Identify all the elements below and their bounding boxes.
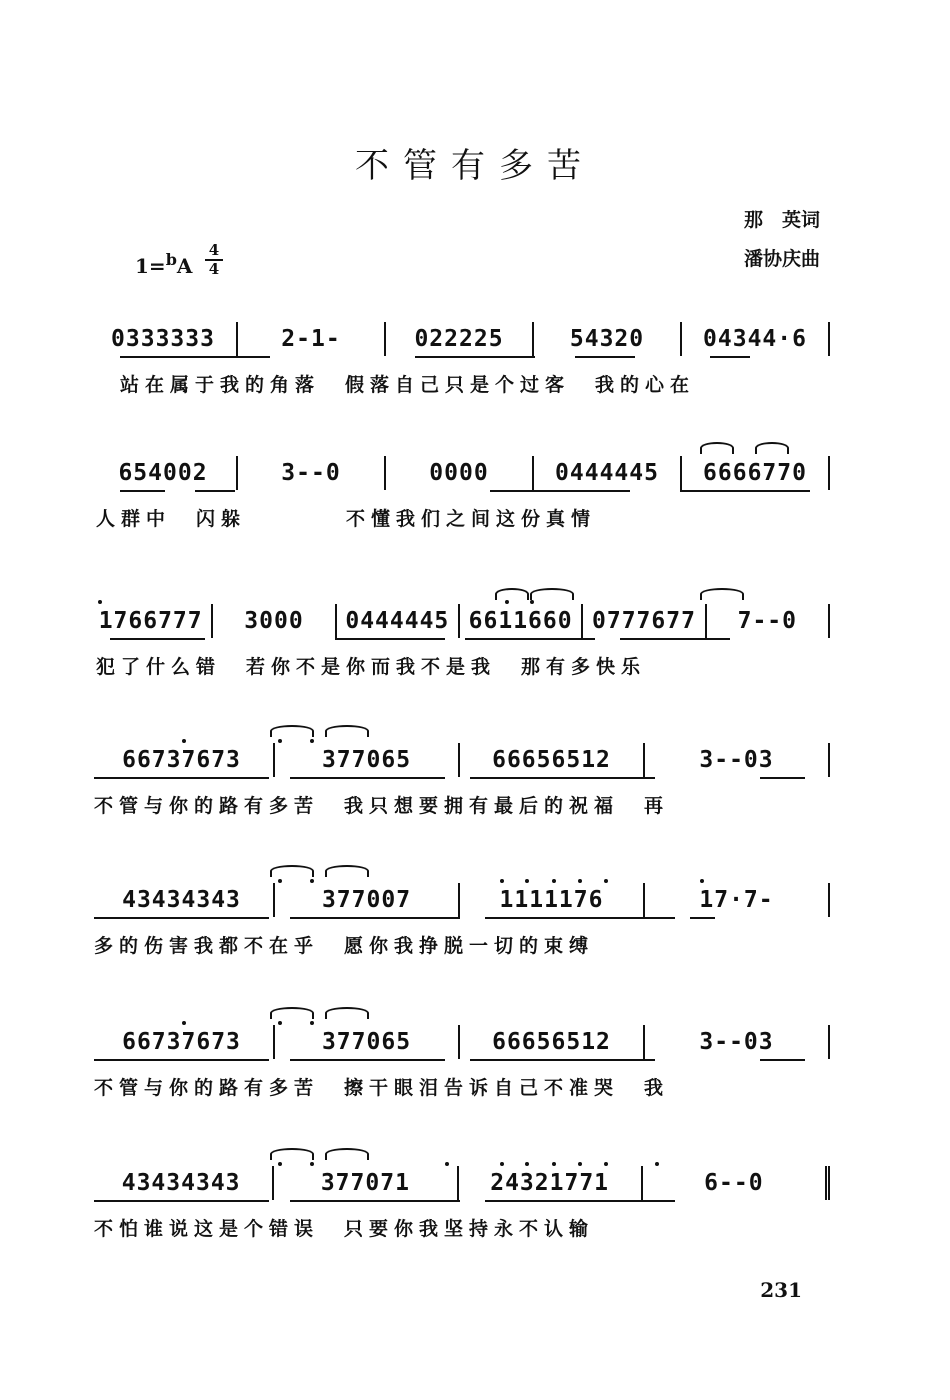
measure: 7--0 [707,604,830,638]
lyrics-line: 不管与你的路有多苦 我只想要拥有最后的祝福 再 [94,795,670,817]
measure: 66737673 [90,743,275,777]
measure: 0000 [386,456,534,490]
flat-symbol: b [165,250,177,269]
composer-credit: 潘协庆曲 [743,248,820,270]
lyrics-line: 多的伤害我都不在乎 愿你我挣脱一切的束缚 [94,935,595,957]
measure: 3--03 [645,743,830,777]
notation-system-6 [90,1025,830,1100]
lyrics-line: 站在属于我的角落 假落自己只是个过客 我的心在 [120,374,696,396]
notation-system-2 [90,456,830,531]
lyrics-line: 人群中 闪躲 不懂我们之间这份真情 [96,508,597,530]
measure: 0777677 [583,604,706,638]
measure: 377007 [275,883,460,917]
measure: 24321771 [459,1166,643,1200]
measure: 654002 [90,456,238,490]
key-signature [135,250,192,278]
notation-system-1 [90,322,830,397]
lyrics-line: 不怕谁说这是个错误 只要你我坚持永不认输 [94,1218,595,1240]
measure: 66656512 [460,1025,645,1059]
key-prefix: 1= [135,254,166,278]
page-number: 231 [760,1278,802,1302]
measure: 66737673 [90,1025,275,1059]
notation-system-5 [90,883,830,958]
measure: 377071 [274,1166,458,1200]
measure: 6666770 [682,456,830,490]
song-title: 不管有多苦 [355,146,595,186]
measure: 377065 [275,1025,460,1059]
measure: 43434343 [90,1166,274,1200]
measure: 6--0 [643,1166,830,1200]
lyricist-credit: 那 英词 [743,209,820,231]
notation-system-7 [90,1166,830,1241]
measure: 022225 [386,322,534,356]
notation-system-3 [90,604,830,679]
measure: 3000 [213,604,336,638]
measure: 66656512 [460,743,645,777]
key-note: A [176,254,193,278]
measure: 1111176 [460,883,645,917]
measure: 3--0 [238,456,386,490]
measure: 2-1- [238,322,386,356]
lyrics-line: 不管与你的路有多苦 擦干眼泪告诉自己不准哭 我 [94,1077,670,1099]
measure: 1766777 [90,604,213,638]
time-signature [205,243,223,277]
lyrics-line: 犯了什么错 若你不是你而我不是我 那有多快乐 [96,656,647,678]
measure: 0333333 [90,322,238,356]
time-signature-bottom: 4 [208,259,220,278]
measure: 17·7- [645,883,830,917]
measure: 6611660 [460,604,583,638]
measure: 43434343 [90,883,275,917]
notation-system-4 [90,743,830,818]
time-signature-top: 4 [208,241,220,259]
measure: 0444445 [337,604,460,638]
measure: 0444445 [534,456,682,490]
measure: 54320 [534,322,682,356]
measure: 377065 [275,743,460,777]
measure: 04344·6 [682,322,830,356]
measure: 3--03 [645,1025,830,1059]
